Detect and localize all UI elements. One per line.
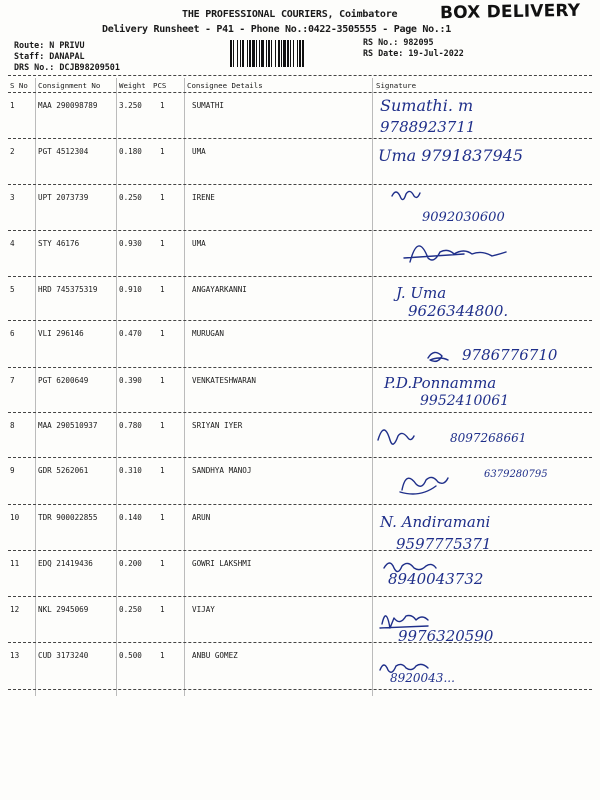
row-consignee: ARUN — [192, 513, 211, 522]
row-signature-phone: 9626344800. — [408, 302, 509, 320]
row-signature-text: J. Uma — [396, 284, 447, 302]
rs-date: RS Date: 19-Jul-2022 — [363, 48, 464, 58]
row-consignment-no: HRD 745375319 — [38, 285, 98, 294]
col-header-sno: S No — [10, 81, 28, 90]
signature-scribble-uma — [404, 246, 506, 262]
col-header-consignee: Consignee Details — [187, 81, 263, 90]
row-pcs: 1 — [160, 376, 165, 385]
row-sno: 13 — [10, 651, 20, 660]
row-signature-text: P.D.Ponnamma — [384, 374, 497, 392]
col-header-weight: Weight — [119, 81, 146, 90]
row-signature-phone: 9788923711 — [380, 118, 476, 136]
box-delivery-stamp: BOX DELIVERY — [439, 0, 581, 24]
row-sno: 4 — [10, 239, 15, 248]
row-consignment-no: GDR 5262061 — [38, 466, 89, 475]
row-signature-phone: 8920043... — [390, 671, 455, 685]
row-weight: 0.200 — [119, 559, 142, 568]
row-consignment-no: CUD 3173240 — [38, 651, 89, 660]
row-sno: 6 — [10, 329, 15, 338]
drs-number: DRS No.: DCJB98209501 — [14, 62, 120, 72]
row-pcs: 1 — [160, 513, 165, 522]
signature-scribble-gowri — [384, 563, 436, 572]
row-sno: 10 — [10, 513, 20, 522]
staff-label: Staff: DANAPAL — [14, 51, 85, 61]
row-consignment-no: UPT 2073739 — [38, 193, 89, 202]
row-sno: 11 — [10, 559, 20, 568]
row-weight: 0.390 — [119, 376, 142, 385]
row-signature-text: Uma 9791837945 — [378, 146, 524, 165]
rs-number: RS No.: 982095 — [363, 37, 434, 47]
signature-scribble-murugan — [428, 352, 448, 361]
row-pcs: 1 — [160, 605, 165, 614]
row-weight: 0.930 — [119, 239, 142, 248]
row-sno: 1 — [10, 101, 15, 110]
row-consignment-no: TDR 900022855 — [38, 513, 98, 522]
row-consignment-no: MAA 290510937 — [38, 421, 98, 430]
row-consignment-no: EDQ 21419436 — [38, 559, 93, 568]
row-signature-phone: 9976320590 — [398, 627, 494, 645]
row-pcs: 1 — [160, 285, 165, 294]
row-consignment-no: STY 46176 — [38, 239, 80, 248]
row-weight: 0.500 — [119, 651, 142, 660]
row-weight: 0.470 — [119, 329, 142, 338]
col-header-consignment: Consignment No — [38, 81, 101, 90]
row-pcs: 1 — [160, 101, 165, 110]
row-signature-phone: 9952410061 — [420, 393, 510, 409]
row-sno: 3 — [10, 193, 15, 202]
row-sno: 2 — [10, 147, 15, 156]
runsheet-subtitle: Delivery Runsheet - P41 - Phone No.:0422-3505555 - Page No.:1 — [102, 24, 451, 35]
row-consignee: ANBU GOMEZ — [192, 651, 238, 660]
row-consignee: IRENE — [192, 193, 215, 202]
row-pcs: 1 — [160, 559, 165, 568]
row-consignment-no: MAA 290098789 — [38, 101, 98, 110]
row-pcs: 1 — [160, 239, 165, 248]
row-pcs: 1 — [160, 651, 165, 660]
row-weight: 0.250 — [119, 605, 142, 614]
row-pcs: 1 — [160, 147, 165, 156]
route-label: Route: N PRIVU — [14, 40, 85, 50]
row-consignment-no: PGT 4512304 — [38, 147, 89, 156]
row-weight: 0.250 — [119, 193, 142, 202]
row-sno: 8 — [10, 421, 15, 430]
row-consignment-no: NKL 2945069 — [38, 605, 89, 614]
signature-scribble-sriyan — [378, 430, 414, 444]
row-signature-text: 6379280795 — [484, 469, 548, 480]
row-signature-phone: 9597775371 — [396, 535, 492, 553]
signature-scribble-irene — [392, 191, 420, 199]
row-signature-text: 8097268661 — [450, 431, 527, 445]
row-consignee: SRIYAN IYER — [192, 421, 243, 430]
row-pcs: 1 — [160, 466, 165, 475]
signature-scribble-vijay — [380, 616, 428, 629]
row-consignee: UMA — [192, 147, 206, 156]
row-signature-text: Sumathi. m — [380, 96, 474, 115]
row-sno: 5 — [10, 285, 15, 294]
row-sno: 12 — [10, 605, 20, 614]
row-pcs: 1 — [160, 421, 165, 430]
row-consignment-no: PGT 6200649 — [38, 376, 89, 385]
row-consignee: ANGAYARKANNI — [192, 285, 247, 294]
row-consignee: GOWRI LAKSHMI — [192, 559, 252, 568]
col-header-pcs: PCS — [153, 81, 167, 90]
row-consignee: VIJAY — [192, 605, 215, 614]
page-title: THE PROFESSIONAL COURIERS, Coimbatore — [182, 9, 398, 20]
row-consignee: MURUGAN — [192, 329, 225, 338]
row-signature-phone: 8940043732 — [388, 570, 484, 588]
row-signature-text: 9786776710 — [462, 346, 558, 364]
row-weight: 0.140 — [119, 513, 142, 522]
signature-scribble-anbu — [380, 664, 428, 672]
row-weight: 0.910 — [119, 285, 142, 294]
row-signature-phone: 9092030600 — [422, 210, 505, 225]
col-header-signature: Signature — [376, 81, 417, 90]
row-consignee: UMA — [192, 239, 206, 248]
row-sno: 9 — [10, 466, 15, 475]
row-consignment-no: VLI 296146 — [38, 329, 84, 338]
row-consignee: SUMATHI — [192, 101, 225, 110]
row-consignee: SANDHYA MANOJ — [192, 466, 252, 475]
row-signature-text: N. Andiramani — [380, 513, 491, 531]
row-weight: 0.780 — [119, 421, 142, 430]
row-weight: 3.250 — [119, 101, 142, 110]
signature-scribble-sandhya — [400, 477, 448, 494]
row-consignee: VENKATESHWARAN — [192, 376, 257, 385]
row-pcs: 1 — [160, 329, 165, 338]
row-weight: 0.310 — [119, 466, 142, 475]
row-weight: 0.180 — [119, 147, 142, 156]
row-sno: 7 — [10, 376, 15, 385]
row-pcs: 1 — [160, 193, 165, 202]
